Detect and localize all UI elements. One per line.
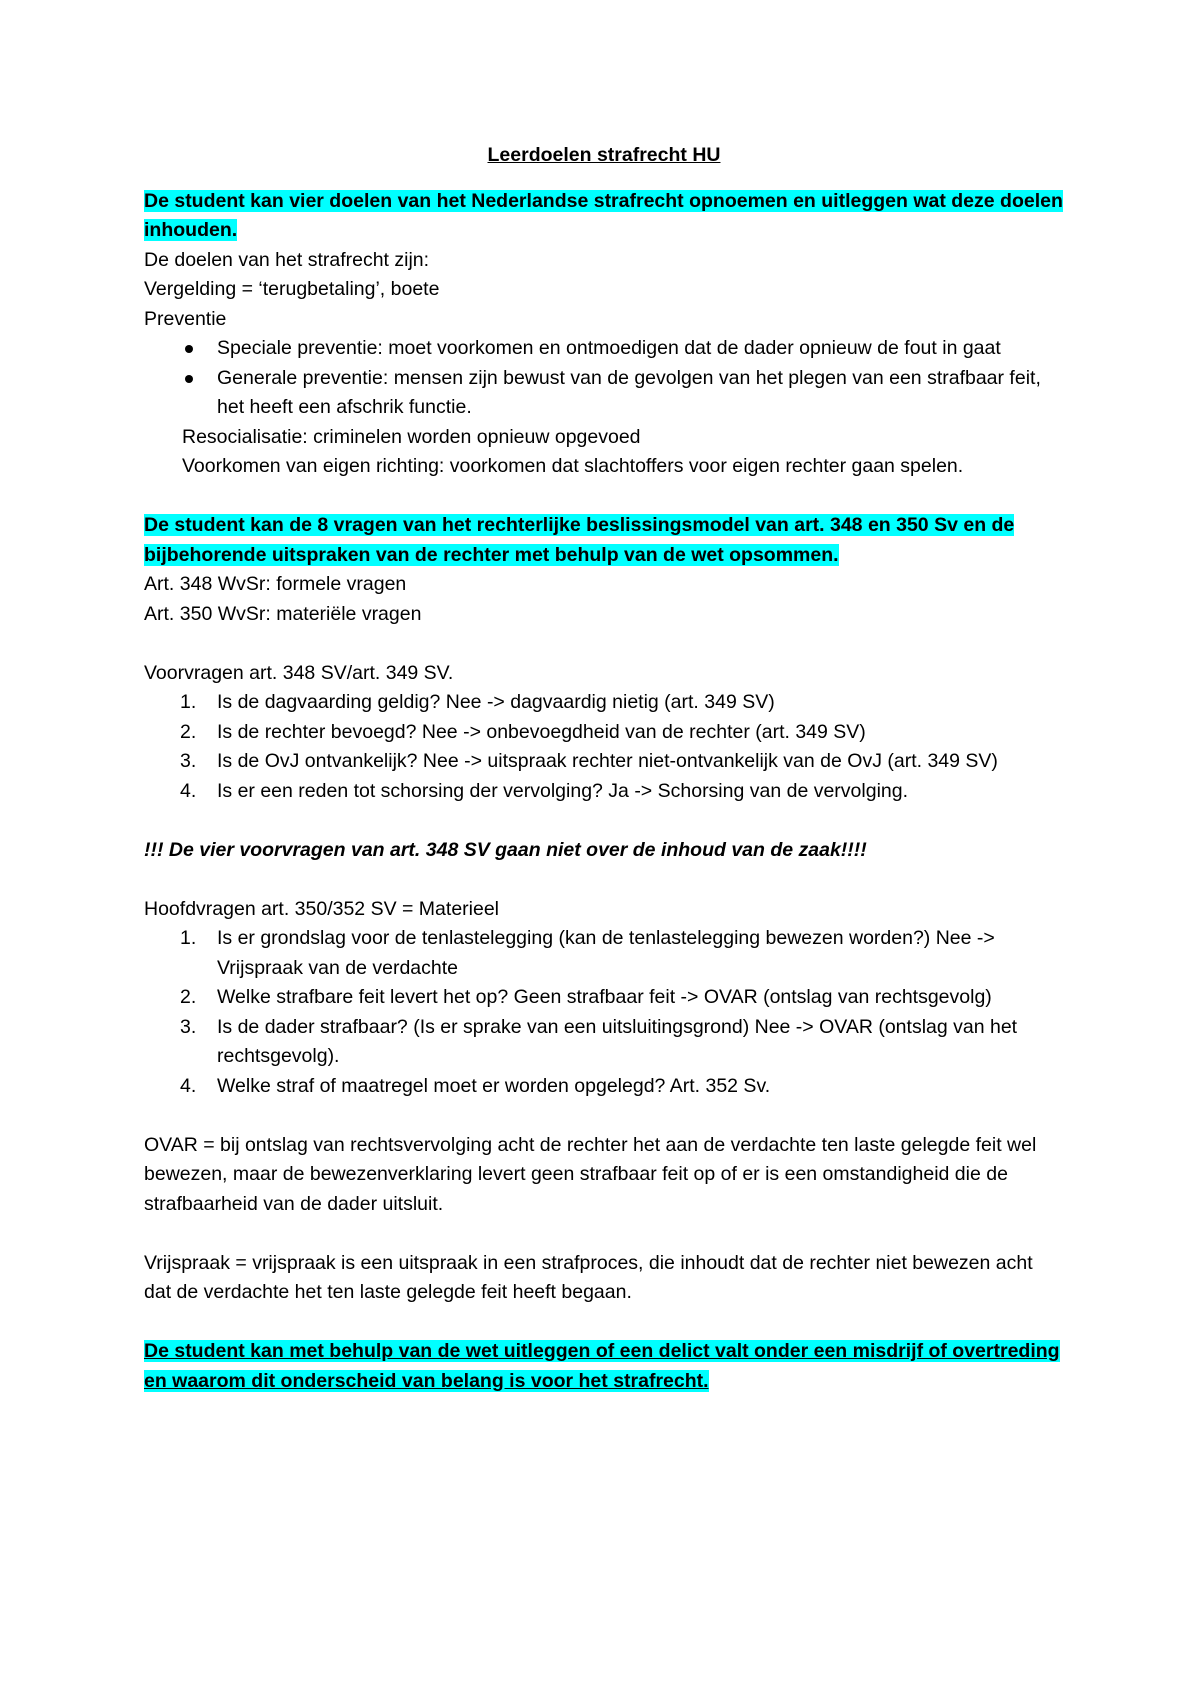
section1-after-2: Voorkomen van eigen richting: voorkomen dat slachtoffers voor eigen rechter gaan spelen. xyxy=(182,455,964,477)
paragraph-gap xyxy=(144,629,1064,659)
pre-question-item xyxy=(144,688,1064,718)
learning-goal-3-text: De student kan met behulp van de wet uitleggen of een delict valt onder een misdrijf of overtreding en waarom dit onderscheid van belang is voor het strafrecht. xyxy=(144,1340,1060,1392)
item-text: Is de dagvaarding geldig? Nee -> dagvaardig nietig (art. 349 SV) xyxy=(217,691,775,713)
bullet-icon xyxy=(185,375,193,383)
main-question-item xyxy=(144,983,1064,1013)
item-number: 4. xyxy=(180,779,197,802)
item-text: Is de rechter bevoegd? Nee -> onbevoegdheid van de rechter (art. 349 SV) xyxy=(217,720,866,743)
paragraph-gap xyxy=(144,1101,1064,1131)
item-text: Welke strafbare feit levert het op? Geen strafbaar feit -> OVAR (ontslag van rechtsgevolg) xyxy=(217,986,992,1008)
important-note: !!! De vier voorvragen van art. 348 SV gaan niet over de inhoud van de zaak!!!! xyxy=(144,838,867,861)
section2-line-2: Art. 350 WvSr: materiële vragen xyxy=(144,602,422,625)
learning-goal-1-text: De student kan vier doelen van het Nederlandse strafrecht opnoemen en uitleggen wat deze doelen inhouden. xyxy=(144,189,1063,241)
bullet-text: Speciale preventie: moet voorkomen en ontmoedigen dat de dader opnieuw de fout in gaat xyxy=(217,337,1001,359)
paragraph-gap xyxy=(144,1308,1064,1338)
item-number: 1. xyxy=(180,691,197,713)
section1-line-2: Vergelding = ‘terugbetaling’, boete xyxy=(144,278,440,300)
document-title: Leerdoelen strafrecht HU xyxy=(487,144,721,166)
paragraph-gap xyxy=(144,482,1064,512)
pre-question-item xyxy=(144,718,1064,748)
document-page xyxy=(144,141,1064,1396)
section1-line-3: Preventie xyxy=(144,307,227,330)
item-text: Is de dader strafbaar? (Is er sprake van een uitsluitingsgrond) Nee -> OVAR (ontslag van het rechtsgevolg). xyxy=(217,1015,1018,1067)
item-number: 1. xyxy=(180,927,197,949)
bullet-text: Generale preventie: mensen zijn bewust van de gevolgen van het plegen van een strafbaar feit, het heeft een afschrik functie. xyxy=(217,366,1041,418)
item-number: 3. xyxy=(180,1015,197,1038)
section1-after-1: Resocialisatie: criminelen worden opnieuw opgevoed xyxy=(182,425,641,448)
item-text: Welke straf of maatregel moet er worden opgelegd? Art. 352 Sv. xyxy=(217,1074,771,1097)
paragraph-gap xyxy=(144,1219,1064,1249)
item-text: Is er een reden tot schorsing der vervolging? Ja -> Schorsing van de vervolging. xyxy=(217,779,909,802)
item-text: Is de OvJ ontvankelijk? Nee -> uitspraak rechter niet-ontvankelijk van de OvJ (art. 349 SV) xyxy=(217,750,998,772)
bullet-icon xyxy=(185,345,193,353)
item-number: 3. xyxy=(180,750,197,772)
item-number: 2. xyxy=(180,720,197,743)
paragraph-gap xyxy=(144,806,1064,836)
learning-goal-1 xyxy=(144,187,1064,246)
learning-goal-2 xyxy=(144,511,1064,570)
learning-goal-3 xyxy=(144,1337,1064,1396)
ovar-definition: OVAR = bij ontslag van rechtsvervolging acht de rechter het aan de verdachte ten laste gelegde feit wel bewezen, maar de bewezenverklaring levert geen strafbaar feit op of er is een omstandigheid die de strafbaarheid van de dader uitsluit. xyxy=(144,1133,1037,1215)
pre-question-item xyxy=(144,777,1064,807)
section1-line-1: De doelen van het strafrecht zijn: xyxy=(144,248,430,271)
item-number: 2. xyxy=(180,986,197,1008)
paragraph-gap xyxy=(144,865,1064,895)
item-number: 4. xyxy=(180,1074,197,1097)
vrijspraak-definition: Vrijspraak = vrijspraak is een uitspraak in een strafproces, die inhoudt dat de rechter niet bewezen acht dat de verdachte het ten laste gelegde feit heeft begaan. xyxy=(144,1251,1033,1303)
learning-goal-2-text: De student kan de 8 vragen van het rechterlijke beslissingsmodel van art. 348 en 350 Sv en de bijbehorende uitspraken van de rechter met behulp van de wet opsommen. xyxy=(144,514,1015,566)
main-questions-title: Hoofdvragen art. 350/352 SV = Materieel xyxy=(144,897,500,920)
pre-questions-title: Voorvragen art. 348 SV/art. 349 SV. xyxy=(144,661,454,684)
main-question-item xyxy=(144,1013,1064,1072)
item-text: Is er grondslag voor de tenlastelegging (kan de tenlastelegging bewezen worden?) Nee -> Vrijspraak van de verdachte xyxy=(217,927,995,979)
bullet-item xyxy=(144,364,1064,423)
main-question-item xyxy=(144,924,1064,983)
pre-question-item xyxy=(144,747,1064,777)
bullet-item xyxy=(144,334,1064,364)
section2-line-1: Art. 348 WvSr: formele vragen xyxy=(144,573,407,595)
main-question-item xyxy=(144,1072,1064,1102)
